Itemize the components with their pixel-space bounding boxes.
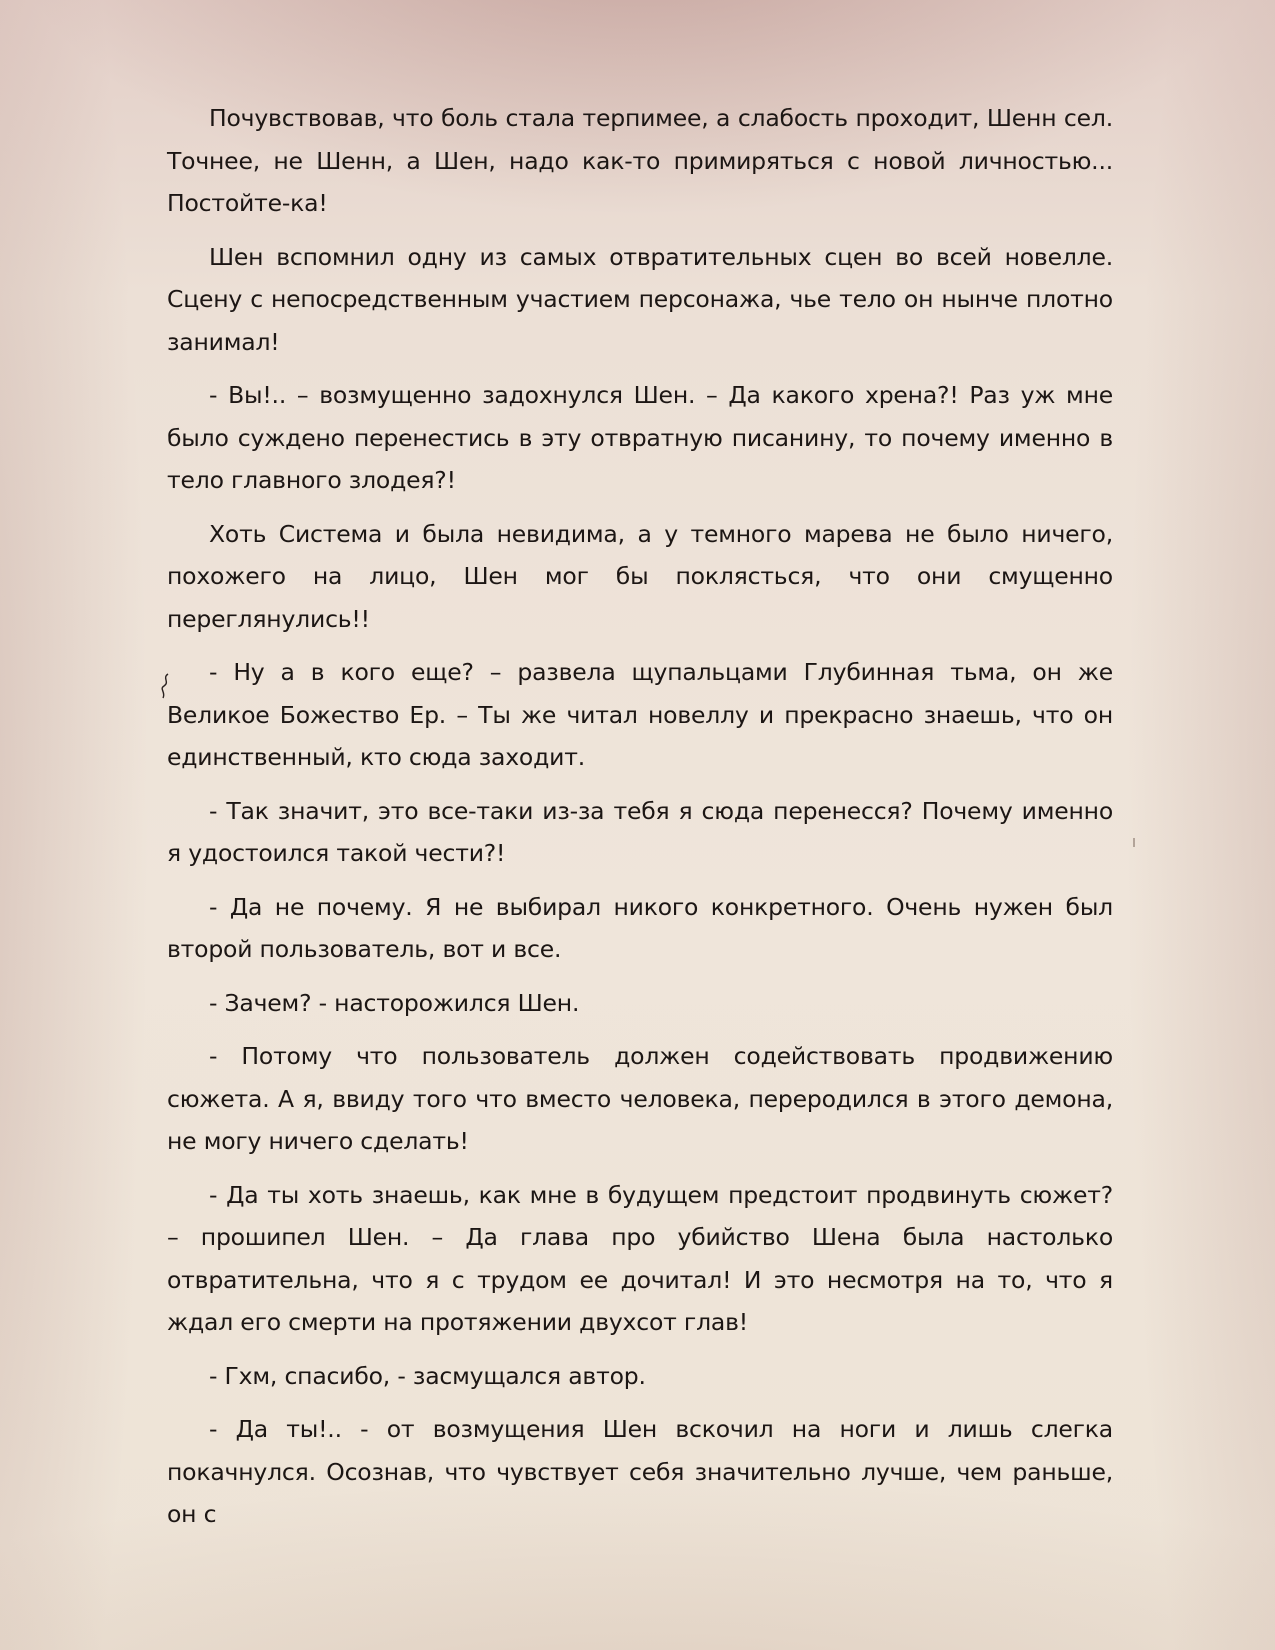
paragraph: Почувствовав, что боль стала терпимее, а слабость проходит, Шенн сел. Точнее, не Шенн, а Шен, надо как-то примиряться с новой личностью... Постойте-ка!	[167, 104, 1113, 217]
paragraph: - Вы!.. – возмущенно задохнулся Шен. – Да какого хрена?! Раз уж мне было суждено перенестись в эту отвратную писанину, то почему именно в тело главного злодея?!	[167, 381, 1113, 494]
paragraph: - Да не почему. Я не выбирал никого конкретного. Очень нужен был второй пользователь, вот и все.	[167, 892, 1113, 963]
paragraph: Шен вспомнил одну из самых отвратительных сцен во всей новелле. Сцену с непосредственным участием персонажа, чье тело он нынче плотно занимал!	[167, 242, 1113, 356]
paragraph: Хоть Система и была невидима, а у темного марева не было ничего, похожего на лицо, Шен мог бы поклясться, что они смущенно переглянулись!!	[167, 519, 1113, 633]
paragraph: - Так значит, это все-таки из-за тебя я сюда перенесся? Почему именно я удостоился такой чести?!	[167, 796, 1113, 867]
paper-speck	[1133, 838, 1135, 847]
paragraph: - Да ты!.. - от возмущения Шен вскочил на ноги и лишь слегка покачнулся. Осознав, что чувствует себя значительно лучше, чем раньше, он с	[167, 1415, 1113, 1528]
paragraph: - Да ты хоть знаешь, как мне в будущем предстоит продвинуть сюжет? – прошипел Шен. – Да глава про убийство Шена была настолько отвратительна, что я с трудом ее дочитал! И это несмотря на то, что я ждал его смерти на протяжении двухсот глав!	[167, 1180, 1113, 1336]
paragraph: - Гхм, спасибо, - засмущался автор.	[209, 1361, 646, 1390]
ink-curl-decoration	[158, 672, 172, 700]
paragraph: - Зачем? - насторожился Шен.	[209, 988, 580, 1017]
paragraph: - Ну а в кого еще? – развела щупальцами Глубинная тьма, он же Великое Божество Ер. – Ты же читал новеллу и прекрасно знаешь, что он единственный, кто сюда заходит.	[167, 658, 1113, 771]
paragraph: - Потому что пользователь должен содействовать продвижению сюжета. А я, ввиду того что вместо человека, переродился в этого демона, не могу ничего сделать!	[167, 1042, 1113, 1155]
story-text	[167, 97, 1113, 1547]
